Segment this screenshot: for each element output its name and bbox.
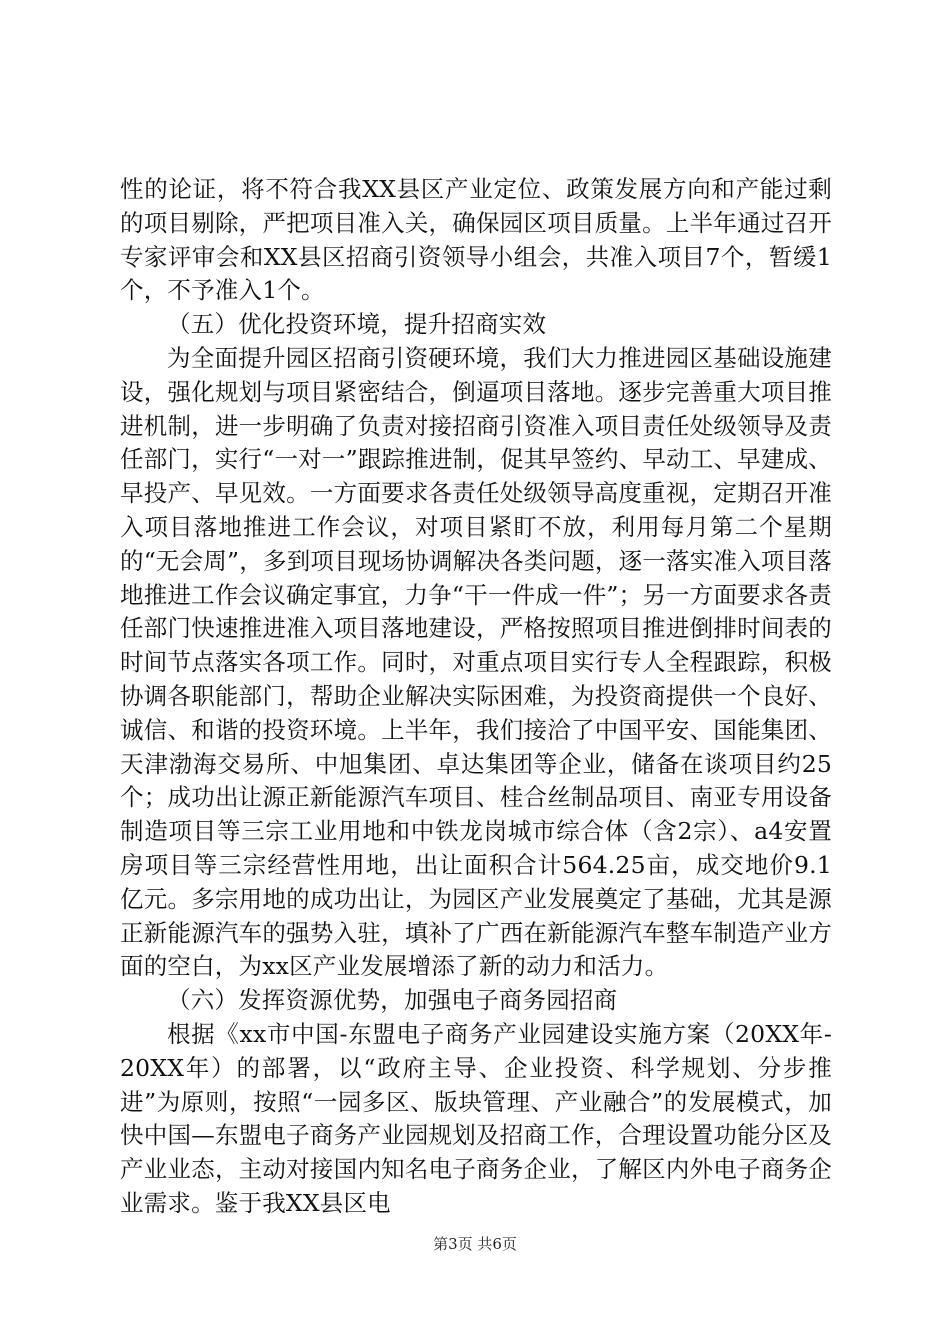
paragraph-continuation: 性的论证，将不符合我XX县区产业定位、政策发展方向和产能过剩的项目剔除，严把项目准入关，确保园区项目质量。上半年通过召开专家评审会和XX县区招商引资领导小组会，共准入项目7个，暂缓1个，不予准入1个。 (120, 175, 832, 305)
document-body (120, 173, 832, 1221)
section-heading-5: （五）优化投资环境，提升招商实效 (167, 310, 547, 339)
section-heading-6: （六）发挥资源优势，加强电子商务园招商 (167, 986, 618, 1015)
page-number-footer: 第3页 共6页 (433, 1235, 517, 1253)
paragraph-ecommerce-park: 根据《xx市中国-东盟电子商务产业园建设实施方案（20XX年-20XX年）的部署，以“政府主导、企业投资、科学规划、分步推进”为原则，按照“一园多区、版块管理、产业融合”的发展模式，加快中国—东盟电子商务产业园规划及招商工作，合理设置功能分区及产业业态，主动对接国内知名电子商务企业，了解区内外电子商务企业需求。鉴于我XX县区电 (120, 1019, 832, 1217)
paragraph-investment-environment: 为全面提升园区招商引资硬环境，我们大力推进园区基础设施建设，强化规划与项目紧密结合，倒逼项目落地。逐步完善重大项目推进机制，进一步明确了负责对接招商引资准入项目责任处级领导及责任部门，实行“一对一”跟踪推进制，促其早签约、早动工、早建成、早投产、早见效。一方面要求各责任处级领导高度重视，定期召开准入项目落地推进工作会议，对项目紧盯不放，利用每月第二个星期的“无会周”，多到项目现场协调解决各类问题，逐一落实准入项目落地推进工作会议确定事宜，力争“干一件成一件”；另一方面要求各责任部门快速推进准入项目落地建设，严格按照项目推进倒排时间表的时间节点落实各项工作。同时，对重点项目实行专人全程跟踪，积极协调各职能部门，帮助企业解决实际困难，为投资商提供一个良好、诚信、和谐的投资环境。上半年，我们接洽了中国平安、国能集团、天津渤海交易所、中旭集团、卓达集团等企业，储备在谈项目约25个；成功出让源正新能源汽车项目、桂合丝制品项目、南亚专用设备制造项目等三宗工业用地和中铁龙岗城市综合体（含2宗）、a4安置房项目等三宗经营性用地，出让面积合计564.25亩，成交地价9.1亿元。多宗用地的成功出让，为园区产业发展奠定了基础，尤其是源正新能源汽车的强势入驻，填补了广西在新能源汽车整车制造产业方面的空白，为xx区产业发展增添了新的动力和活力。 (120, 343, 832, 981)
